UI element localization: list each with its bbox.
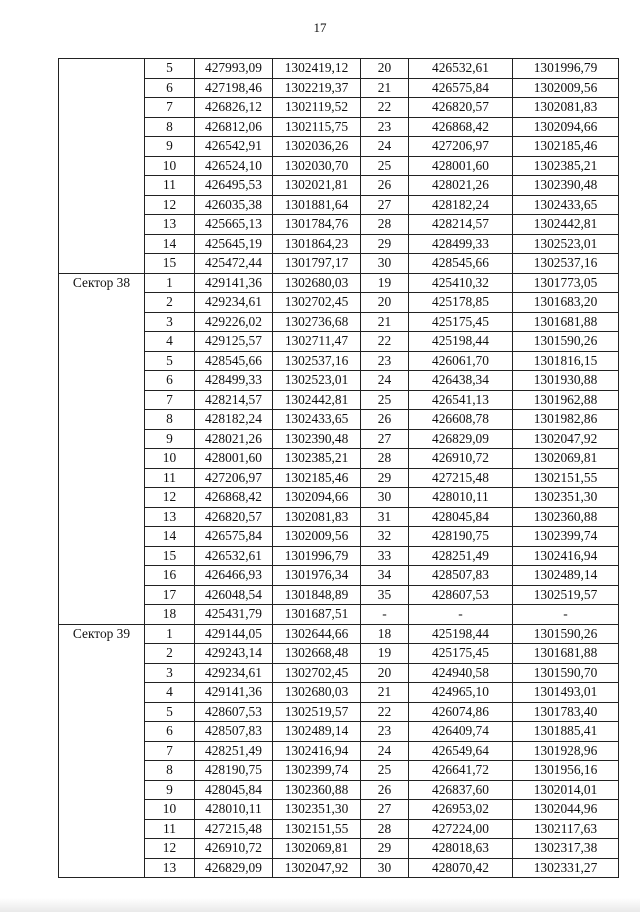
x-coordinate: 429226,02 [195,312,273,332]
y-coordinate: 1302360,88 [273,780,361,800]
y-coordinate: 1302399,74 [513,527,619,547]
x-coordinate: 426549,64 [409,741,513,761]
y-coordinate: 1302644,66 [273,624,361,644]
x-coordinate: 429141,36 [195,273,273,293]
point-number: 4 [145,683,195,703]
x-coordinate: 428010,11 [409,488,513,508]
y-coordinate: 1301683,20 [513,293,619,313]
y-coordinate: 1302523,01 [273,371,361,391]
x-coordinate: 428182,24 [195,410,273,430]
x-coordinate: 427215,48 [195,819,273,839]
y-coordinate: 1301996,79 [513,59,619,79]
point-number: 6 [145,722,195,742]
x-coordinate: 425410,32 [409,273,513,293]
point-number: 5 [145,702,195,722]
point-number: 30 [361,488,409,508]
y-coordinate: 1301783,40 [513,702,619,722]
y-coordinate: 1302047,92 [513,429,619,449]
y-coordinate: 1302069,81 [513,449,619,469]
x-coordinate: 426826,12 [195,98,273,118]
y-coordinate: 1302489,14 [273,722,361,742]
y-coordinate: 1302036,26 [273,137,361,157]
x-coordinate: 428021,26 [409,176,513,196]
x-coordinate: 428001,60 [409,156,513,176]
x-coordinate: 425198,44 [409,332,513,352]
point-number: 3 [145,663,195,683]
x-coordinate: 426409,74 [409,722,513,742]
point-number: 34 [361,566,409,586]
point-number: 15 [145,546,195,566]
y-coordinate: 1302736,68 [273,312,361,332]
sector-label [59,59,145,274]
point-number: 24 [361,137,409,157]
x-coordinate: 426820,57 [409,98,513,118]
y-coordinate: 1301996,79 [273,546,361,566]
x-coordinate: 427224,00 [409,819,513,839]
x-coordinate: 426829,09 [195,858,273,878]
x-coordinate: 428010,11 [195,800,273,820]
y-coordinate: 1302519,57 [273,702,361,722]
y-coordinate: 1302009,56 [273,527,361,547]
point-number: 5 [145,351,195,371]
point-number: 13 [145,507,195,527]
point-number: 12 [145,195,195,215]
y-coordinate: 1302021,81 [273,176,361,196]
point-number: 21 [361,312,409,332]
y-coordinate: 1302009,56 [513,78,619,98]
point-number: 21 [361,78,409,98]
table-row [59,273,619,293]
x-coordinate: 428507,83 [409,566,513,586]
y-coordinate: 1301848,89 [273,585,361,605]
point-number: 14 [145,527,195,547]
x-coordinate: 428214,57 [409,215,513,235]
point-number: 30 [361,858,409,878]
point-number: 22 [361,332,409,352]
point-number: 18 [361,624,409,644]
x-coordinate: 427993,09 [195,59,273,79]
x-coordinate: 429243,14 [195,644,273,664]
y-coordinate: 1302094,66 [513,117,619,137]
x-coordinate: 428507,83 [195,722,273,742]
y-coordinate: 1302185,46 [273,468,361,488]
y-coordinate: 1301493,01 [513,683,619,703]
point-number: 27 [361,429,409,449]
point-number: 32 [361,527,409,547]
point-number: 8 [145,410,195,430]
x-coordinate: 428214,57 [195,390,273,410]
y-coordinate: 1302030,70 [273,156,361,176]
x-coordinate: 426608,78 [409,410,513,430]
x-coordinate: 427206,97 [409,137,513,157]
y-coordinate: 1302668,48 [273,644,361,664]
point-number: 20 [361,663,409,683]
x-coordinate: 425472,44 [195,254,273,274]
y-coordinate: 1302433,65 [513,195,619,215]
point-number: 35 [361,585,409,605]
x-coordinate: 428190,75 [195,761,273,781]
y-coordinate: 1302014,01 [513,780,619,800]
x-coordinate: 427198,46 [195,78,273,98]
page-number: 17 [313,20,327,35]
x-coordinate: 428001,60 [195,449,273,469]
point-number: 1 [145,273,195,293]
y-coordinate: 1302537,16 [273,351,361,371]
x-coordinate: 425645,19 [195,234,273,254]
y-coordinate: 1302416,94 [513,546,619,566]
point-number: 28 [361,449,409,469]
x-coordinate: 426837,60 [409,780,513,800]
y-coordinate: 1302702,45 [273,663,361,683]
y-coordinate: 1301956,16 [513,761,619,781]
point-number: 6 [145,78,195,98]
y-coordinate: 1302390,48 [513,176,619,196]
x-coordinate: 425431,79 [195,605,273,625]
point-number: 22 [361,98,409,118]
y-coordinate: - [513,605,619,625]
point-number: 19 [361,273,409,293]
x-coordinate: 426868,42 [409,117,513,137]
point-number: 25 [361,156,409,176]
x-coordinate: 425175,45 [409,644,513,664]
point-number: 26 [361,780,409,800]
point-number: - [361,605,409,625]
y-coordinate: 1302317,38 [513,839,619,859]
y-coordinate: 1301930,88 [513,371,619,391]
y-coordinate: 1302117,63 [513,819,619,839]
x-coordinate: 429144,05 [195,624,273,644]
x-coordinate: 428070,42 [409,858,513,878]
y-coordinate: 1301885,41 [513,722,619,742]
y-coordinate: 1301816,15 [513,351,619,371]
y-coordinate: 1302416,94 [273,741,361,761]
y-coordinate: 1302094,66 [273,488,361,508]
y-coordinate: 1302433,65 [273,410,361,430]
y-coordinate: 1302115,75 [273,117,361,137]
y-coordinate: 1301962,88 [513,390,619,410]
y-coordinate: 1302442,81 [513,215,619,235]
y-coordinate: 1302702,45 [273,293,361,313]
sector-label: Сектор 39 [59,624,145,878]
y-coordinate: 1302385,21 [273,449,361,469]
point-number: 26 [361,410,409,430]
y-coordinate: 1302351,30 [513,488,619,508]
point-number: 8 [145,761,195,781]
y-coordinate: 1301681,88 [513,644,619,664]
y-coordinate: 1301681,88 [513,312,619,332]
x-coordinate: 428545,66 [409,254,513,274]
point-number: 11 [145,176,195,196]
scan-edge [0,898,640,912]
point-number: 13 [145,215,195,235]
x-coordinate: 424940,58 [409,663,513,683]
x-coordinate: 429125,57 [195,332,273,352]
x-coordinate: 426074,86 [409,702,513,722]
point-number: 15 [145,254,195,274]
y-coordinate: 1302680,03 [273,683,361,703]
point-number: 25 [361,390,409,410]
y-coordinate: 1301687,51 [273,605,361,625]
y-coordinate: 1302047,92 [273,858,361,878]
x-coordinate: 428607,53 [195,702,273,722]
x-coordinate: 426495,53 [195,176,273,196]
point-number: 16 [145,566,195,586]
y-coordinate: 1301982,86 [513,410,619,430]
y-coordinate: 1302219,37 [273,78,361,98]
x-coordinate: 428499,33 [195,371,273,391]
x-coordinate: 428607,53 [409,585,513,605]
point-number: 22 [361,702,409,722]
y-coordinate: 1302519,57 [513,585,619,605]
point-number: 27 [361,195,409,215]
y-coordinate: 1301590,26 [513,332,619,352]
y-coordinate: 1302185,46 [513,137,619,157]
x-coordinate: 429141,36 [195,683,273,703]
point-number: 20 [361,59,409,79]
x-coordinate: 425178,85 [409,293,513,313]
point-number: 13 [145,858,195,878]
x-coordinate: 426541,13 [409,390,513,410]
point-number: 11 [145,468,195,488]
x-coordinate: 428251,49 [195,741,273,761]
x-coordinate: 428021,26 [195,429,273,449]
x-coordinate: 426532,61 [195,546,273,566]
x-coordinate: 426641,72 [409,761,513,781]
point-number: 12 [145,839,195,859]
y-coordinate: 1302044,96 [513,800,619,820]
coordinates-table [58,58,619,878]
y-coordinate: 1301881,64 [273,195,361,215]
x-coordinate: 426048,54 [195,585,273,605]
table-body [59,59,619,878]
point-number: 10 [145,449,195,469]
x-coordinate: 428545,66 [195,351,273,371]
y-coordinate: 1302419,12 [273,59,361,79]
point-number: 7 [145,741,195,761]
y-coordinate: 1302489,14 [513,566,619,586]
x-coordinate: 426953,02 [409,800,513,820]
x-coordinate: 428499,33 [409,234,513,254]
point-number: 3 [145,312,195,332]
table-row [59,624,619,644]
point-number: 23 [361,117,409,137]
sector-label: Сектор 38 [59,273,145,624]
point-number: 7 [145,98,195,118]
x-coordinate: 426575,84 [409,78,513,98]
y-coordinate: 1302360,88 [513,507,619,527]
point-number: 7 [145,390,195,410]
y-coordinate: 1301773,05 [513,273,619,293]
y-coordinate: 1301976,34 [273,566,361,586]
x-coordinate: 426575,84 [195,527,273,547]
x-coordinate: 428190,75 [409,527,513,547]
x-coordinate: 426524,10 [195,156,273,176]
y-coordinate: 1301590,26 [513,624,619,644]
point-number: 2 [145,644,195,664]
y-coordinate: 1302351,30 [273,800,361,820]
point-number: 12 [145,488,195,508]
y-coordinate: 1301784,76 [273,215,361,235]
x-coordinate: 425665,13 [195,215,273,235]
x-coordinate: 426829,09 [409,429,513,449]
point-number: 17 [145,585,195,605]
x-coordinate: 426910,72 [195,839,273,859]
y-coordinate: 1301590,70 [513,663,619,683]
point-number: 29 [361,468,409,488]
point-number: 29 [361,839,409,859]
point-number: 23 [361,722,409,742]
point-number: 24 [361,371,409,391]
point-number: 1 [145,624,195,644]
point-number: 9 [145,429,195,449]
y-coordinate: 1302081,83 [513,98,619,118]
y-coordinate: 1302331,27 [513,858,619,878]
point-number: 29 [361,234,409,254]
point-number: 21 [361,683,409,703]
point-number: 10 [145,156,195,176]
x-coordinate: 426466,93 [195,566,273,586]
y-coordinate: 1301928,96 [513,741,619,761]
y-coordinate: 1302680,03 [273,273,361,293]
point-number: 9 [145,780,195,800]
point-number: 6 [145,371,195,391]
table-row [59,59,619,79]
y-coordinate: 1302151,55 [273,819,361,839]
point-number: 25 [361,761,409,781]
y-coordinate: 1302442,81 [273,390,361,410]
x-coordinate: 425175,45 [409,312,513,332]
y-coordinate: 1302537,16 [513,254,619,274]
point-number: 28 [361,819,409,839]
y-coordinate: 1302151,55 [513,468,619,488]
point-number: 11 [145,819,195,839]
y-coordinate: 1302119,52 [273,98,361,118]
y-coordinate: 1302711,47 [273,332,361,352]
point-number: 30 [361,254,409,274]
x-coordinate: 429234,61 [195,663,273,683]
x-coordinate: 426820,57 [195,507,273,527]
x-coordinate: 428251,49 [409,546,513,566]
x-coordinate: 429234,61 [195,293,273,313]
point-number: 20 [361,293,409,313]
x-coordinate: 426542,91 [195,137,273,157]
point-number: 26 [361,176,409,196]
y-coordinate: 1301864,23 [273,234,361,254]
x-coordinate: 427215,48 [409,468,513,488]
y-coordinate: 1302081,83 [273,507,361,527]
point-number: 9 [145,137,195,157]
point-number: 28 [361,215,409,235]
x-coordinate: 426812,06 [195,117,273,137]
x-coordinate: 425198,44 [409,624,513,644]
point-number: 23 [361,351,409,371]
x-coordinate: 428182,24 [409,195,513,215]
x-coordinate: 427206,97 [195,468,273,488]
x-coordinate: 426035,38 [195,195,273,215]
point-number: 2 [145,293,195,313]
x-coordinate: 424965,10 [409,683,513,703]
x-coordinate: 428045,84 [195,780,273,800]
point-number: 18 [145,605,195,625]
point-number: 31 [361,507,409,527]
y-coordinate: 1302399,74 [273,761,361,781]
point-number: 5 [145,59,195,79]
point-number: 8 [145,117,195,137]
point-number: 14 [145,234,195,254]
x-coordinate: 426868,42 [195,488,273,508]
x-coordinate: 426532,61 [409,59,513,79]
point-number: 27 [361,800,409,820]
y-coordinate: 1302390,48 [273,429,361,449]
point-number: 19 [361,644,409,664]
point-number: 10 [145,800,195,820]
x-coordinate: 428045,84 [409,507,513,527]
x-coordinate: 426910,72 [409,449,513,469]
point-number: 33 [361,546,409,566]
point-number: 4 [145,332,195,352]
point-number: 24 [361,741,409,761]
x-coordinate: 426061,70 [409,351,513,371]
y-coordinate: 1301797,17 [273,254,361,274]
y-coordinate: 1302069,81 [273,839,361,859]
x-coordinate: 428018,63 [409,839,513,859]
y-coordinate: 1302523,01 [513,234,619,254]
x-coordinate: - [409,605,513,625]
x-coordinate: 426438,34 [409,371,513,391]
y-coordinate: 1302385,21 [513,156,619,176]
